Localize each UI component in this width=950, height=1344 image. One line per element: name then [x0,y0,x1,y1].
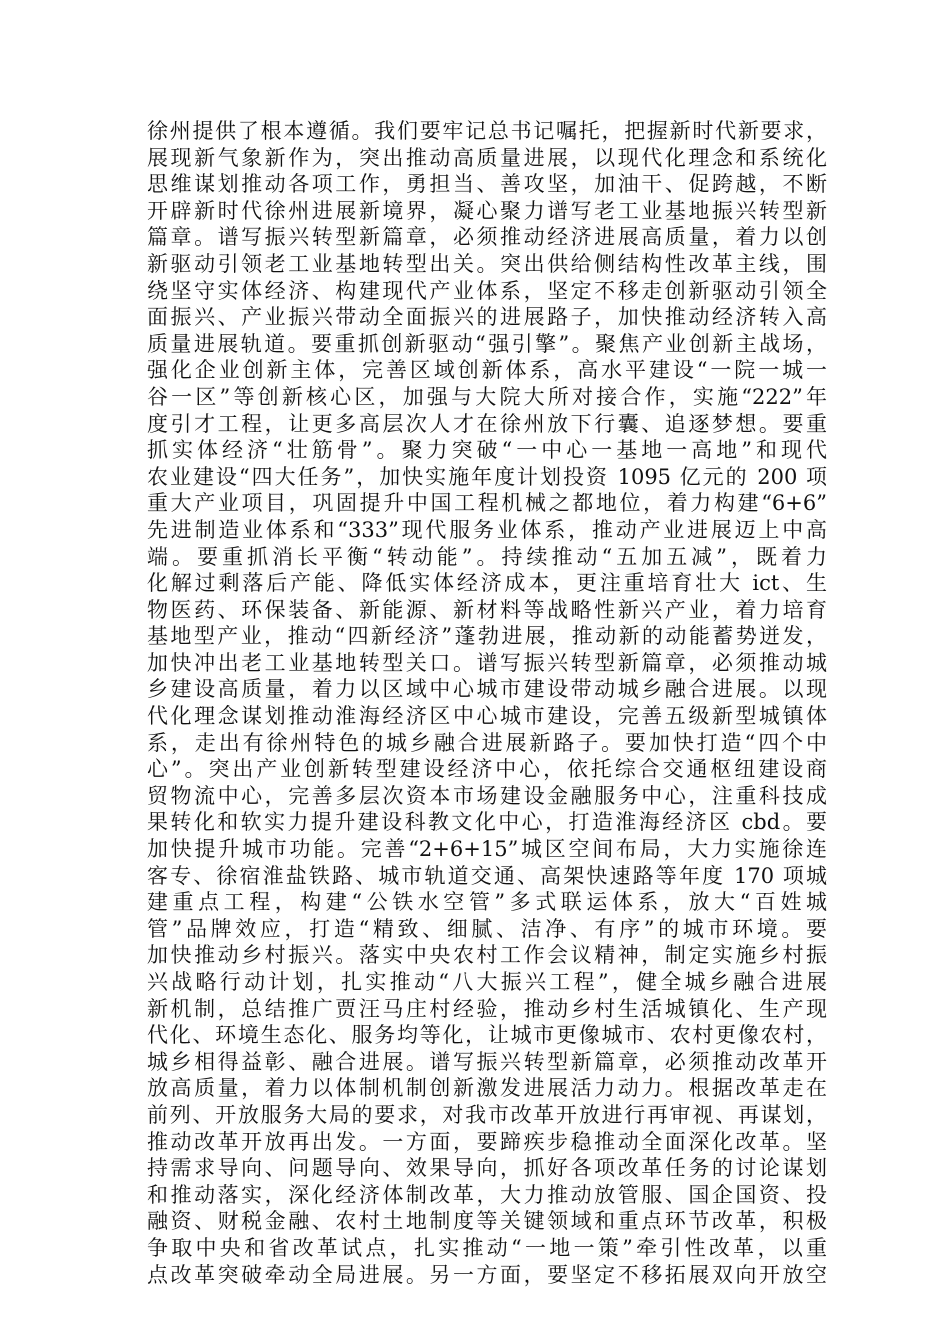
text-line: 点改革突破牵动全局进展。另一方面，要坚定不移拓展双向开放空 [147,1262,827,1287]
text-line: 展现新气象新作为，突出推动高质量进展，以现代化理念和系统化 [147,145,827,170]
text-line: 推动改革开放再出发。一方面，要蹄疾步稳推动全面深化改革。坚 [147,1129,827,1154]
text-line: 绕坚守实体经济、构建现代产业体系，坚定不移走创新驱动引领全 [147,278,827,303]
text-line: 和推动落实，深化经济体制改革，大力推动放管服、国企国资、投 [147,1182,827,1207]
text-line: 心”。突出产业创新转型建设经济中心，依托综合交通枢纽建设商 [147,757,827,782]
text-line: 新机制，总结推广贾汪马庄村经验，推动乡村生活城镇化、生产现 [147,996,827,1021]
text-line: 兴战略行动计划，扎实推动“八大振兴工程”，健全城乡融合进展 [147,970,827,994]
text-line: 乡建设高质量，着力以区域中心城市建设带动城乡融合进展。以现 [147,677,827,702]
text-line: 争取中央和省改革试点，扎实推动“一地一策”牵引性改革，以重 [147,1235,827,1260]
text-line: 客专、徐宿淮盐铁路、城市轨道交通、高架快速路等年度 170 项城 [147,863,827,888]
text-line: 管”品牌效应，打造“精致、细腻、洁净、有序”的城市环境。要 [147,916,827,941]
text-line: 思维谋划推动各项工作，勇担当、善攻坚，加油干、促跨越，不断 [147,172,827,197]
text-line: 篇章。谱写振兴转型新篇章，必须推动经济进展高质量，着力以创 [147,225,827,250]
text-line: 新驱动引领老工业基地转型出关。突出供给侧结构性改革主线，围 [147,251,827,276]
text-line: 系，走出有徐州特色的城乡融合进展新路子。要加快打造“四个中 [147,730,827,755]
text-line: 前列、开放服务大局的要求，对我市改革开放进行再审视、再谋划， [147,1102,827,1127]
text-line: 质量进展轨道。要重抓创新驱动“强引擎”。聚焦产业创新主战场， [147,331,827,356]
text-line: 放高质量，着力以体制机制创新激发进展活力动力。根据改革走在 [147,1076,827,1101]
text-line: 谷一区”等创新核心区，加强与大院大所对接合作，实施“222”年 [147,384,827,409]
text-line: 重大产业项目，巩固提升中国工程机械之都地位，着力构建“6+6” [147,491,827,516]
text-line: 度引才工程，让更多高层次人才在徐州放下行囊、追逐梦想。要重 [147,411,827,436]
text-line: 农业建设“四大任务”，加快实施年度计划投资 1095 亿元的 200 项 [147,464,827,489]
text-line: 化解过剩落后产能、降低实体经济成本，更注重培育壮大 ict、生 [147,571,827,596]
text-line: 持需求导向、问题导向、效果导向，抓好各项改革任务的讨论谋划 [147,1156,827,1181]
text-line: 抓实体经济“壮筋骨”。聚力突破“一中心一基地一高地”和现代 [147,438,827,463]
text-line: 强化企业创新主体，完善区域创新体系，高水平建设“一院一城一 [147,358,827,383]
text-line: 面振兴、产业振兴带动全面振兴的进展路子，加快推动经济转入高 [147,305,827,330]
text-line: 开辟新时代徐州进展新境界，凝心聚力谱写老工业基地振兴转型新 [147,198,827,223]
text-line: 基地型产业，推动“四新经济”蓬勃进展，推动新的动能蓄势迸发， [147,624,827,649]
text-line: 加快提升城市功能。完善“2+6+15”城区空间布局，大力实施徐连 [147,837,827,862]
text-line: 先进制造业体系和“333”现代服务业体系，推动产业进展迈上中高 [147,517,827,542]
text-line: 融资、财税金融、农村土地制度等关键领域和重点环节改革，积极 [147,1209,827,1234]
text-line: 物医药、环保装备、新能源、新材料等战略性新兴产业，着力培育 [147,597,827,622]
text-line: 加快冲出老工业基地转型关口。谱写振兴转型新篇章，必须推动城 [147,650,827,675]
text-line: 贸物流中心，完善多层次资本市场建设金融服务中心，注重科技成 [147,783,827,808]
body-text [147,118,827,1288]
text-line: 代化理念谋划推动淮海经济区中心城市建设，完善五级新型城镇体 [147,704,827,729]
text-line: 加快推动乡村振兴。落实中央农村工作会议精神，制定实施乡村振 [147,943,827,968]
text-line: 建重点工程，构建“公铁水空管”多式联运体系，放大“百姓城 [147,890,827,915]
text-line: 代化、环境生态化、服务均等化，让城市更像城市、农村更像农村， [147,1023,827,1048]
text-line: 端。要重抓消长平衡“转动能”。持续推动“五加五减”，既着力 [147,544,827,569]
text-line: 城乡相得益彰、融合进展。谱写振兴转型新篇章，必须推动改革开 [147,1049,827,1074]
text-line: 徐州提供了根本遵循。我们要牢记总书记嘱托，把握新时代新要求， [147,119,827,143]
text-line: 果转化和软实力提升建设科教文化中心，打造淮海经济区 cbd。要 [147,810,827,835]
